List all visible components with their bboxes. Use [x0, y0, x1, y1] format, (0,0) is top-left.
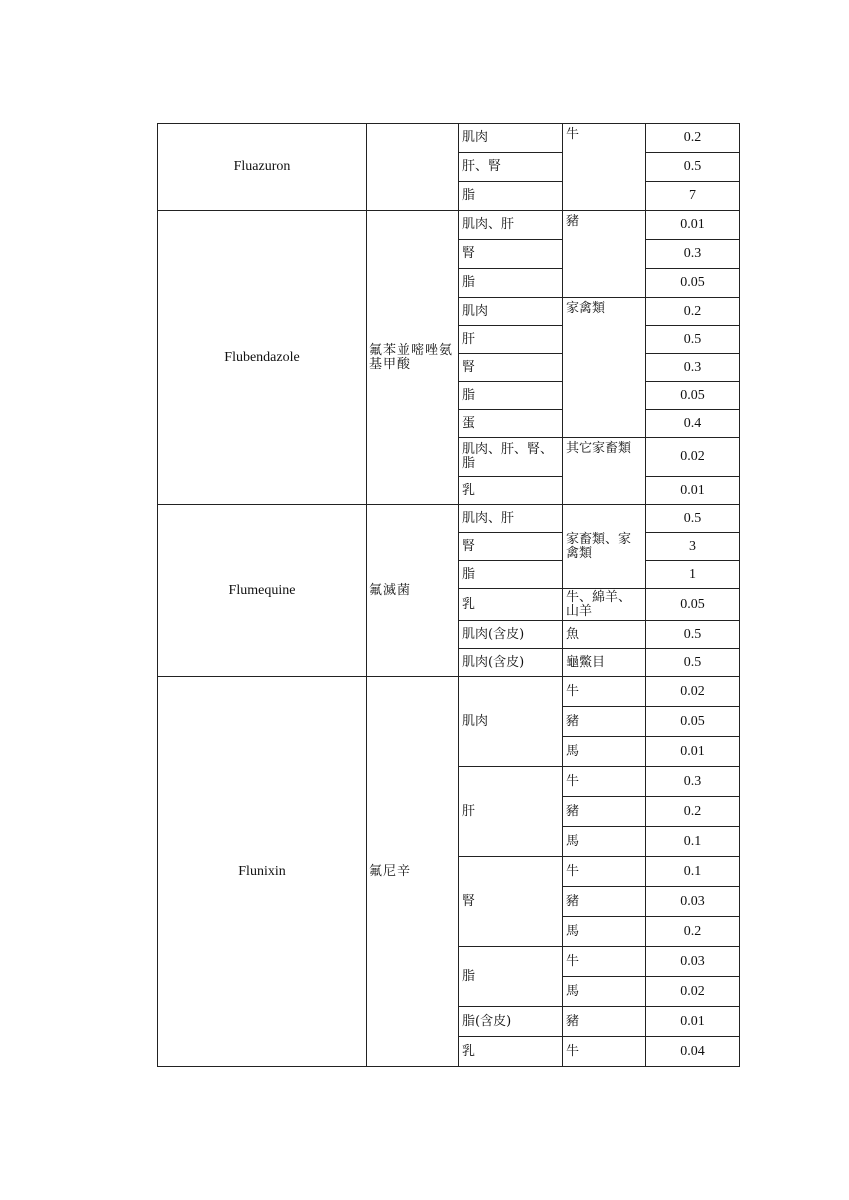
tissue-cell: 蛋 [459, 410, 563, 438]
species-cell: 其它家畜類 [563, 438, 646, 505]
limit-value-cell: 0.3 [646, 240, 740, 269]
species-cell: 魚 [563, 621, 646, 649]
limit-value-cell: 0.2 [646, 797, 740, 827]
limit-value-cell: 0.01 [646, 477, 740, 505]
limit-value-cell: 0.05 [646, 269, 740, 298]
species-cell: 豬 [563, 211, 646, 298]
limit-value-cell: 0.05 [646, 707, 740, 737]
tissue-cell: 肌肉 [459, 298, 563, 326]
tissue-cell: 肌肉、肝 [459, 211, 563, 240]
drug-name-cell: Flunixin [158, 677, 367, 1067]
tissue-cell: 腎 [459, 533, 563, 561]
tissue-cell: 腎 [459, 857, 563, 947]
limit-value-cell: 0.01 [646, 1007, 740, 1037]
species-cell: 牛 [563, 857, 646, 887]
limit-value-cell: 0.2 [646, 298, 740, 326]
tissue-cell: 腎 [459, 354, 563, 382]
tissue-cell: 脂 [459, 182, 563, 211]
chinese-name-cell: 氟滅菌 [367, 505, 459, 677]
limit-value-cell: 0.04 [646, 1037, 740, 1067]
species-cell: 家禽類 [563, 298, 646, 438]
drug-name-cell: Flubendazole [158, 211, 367, 505]
tissue-cell: 肌肉、肝 [459, 505, 563, 533]
limit-value-cell: 0.2 [646, 917, 740, 947]
tissue-cell: 腎 [459, 240, 563, 269]
limit-value-cell: 0.2 [646, 124, 740, 153]
tissue-cell: 乳 [459, 1037, 563, 1067]
limit-value-cell: 0.01 [646, 211, 740, 240]
limit-value-cell: 0.05 [646, 382, 740, 410]
species-cell: 豬 [563, 707, 646, 737]
species-cell: 豬 [563, 887, 646, 917]
limit-value-cell: 0.3 [646, 767, 740, 797]
species-cell: 牛、綿羊、山羊 [563, 589, 646, 621]
tissue-cell: 肌肉(含皮) [459, 621, 563, 649]
species-cell: 牛 [563, 767, 646, 797]
tissue-cell: 肝 [459, 326, 563, 354]
tissue-cell: 乳 [459, 589, 563, 621]
tissue-cell: 脂 [459, 561, 563, 589]
limit-value-cell: 3 [646, 533, 740, 561]
residue-limits-table [157, 123, 740, 1067]
tissue-cell: 肝 [459, 767, 563, 857]
species-cell: 家畜類、家禽類 [563, 505, 646, 589]
tissue-cell: 肌肉 [459, 124, 563, 153]
limit-value-cell: 0.5 [646, 621, 740, 649]
table-body [158, 124, 740, 1067]
limit-value-cell: 0.1 [646, 857, 740, 887]
limit-value-cell: 0.5 [646, 649, 740, 677]
species-cell: 馬 [563, 737, 646, 767]
limit-value-cell: 0.03 [646, 947, 740, 977]
tissue-cell: 脂(含皮) [459, 1007, 563, 1037]
table-row [158, 124, 740, 153]
limit-value-cell: 7 [646, 182, 740, 211]
tissue-cell: 肝、腎 [459, 153, 563, 182]
limit-value-cell: 0.05 [646, 589, 740, 621]
drug-name-cell: Flumequine [158, 505, 367, 677]
species-cell: 牛 [563, 677, 646, 707]
limit-value-cell: 0.4 [646, 410, 740, 438]
limit-value-cell: 0.02 [646, 677, 740, 707]
table-row [158, 211, 740, 240]
species-cell: 馬 [563, 917, 646, 947]
limit-value-cell: 0.5 [646, 153, 740, 182]
limit-value-cell: 0.5 [646, 505, 740, 533]
chinese-name-cell [367, 124, 459, 211]
chinese-name-cell: 氟苯並嘧唑氨基甲酸 [367, 211, 459, 505]
limit-value-cell: 0.03 [646, 887, 740, 917]
species-cell: 馬 [563, 827, 646, 857]
limit-value-cell: 1 [646, 561, 740, 589]
limit-value-cell: 0.01 [646, 737, 740, 767]
tissue-cell: 脂 [459, 947, 563, 1007]
table-row [158, 677, 740, 707]
chinese-name-cell: 氟尼辛 [367, 677, 459, 1067]
species-cell: 豬 [563, 1007, 646, 1037]
drug-name-cell: Fluazuron [158, 124, 367, 211]
tissue-cell: 肌肉(含皮) [459, 649, 563, 677]
limit-value-cell: 0.5 [646, 326, 740, 354]
limit-value-cell: 0.3 [646, 354, 740, 382]
species-cell: 豬 [563, 797, 646, 827]
species-cell: 牛 [563, 1037, 646, 1067]
species-cell: 牛 [563, 124, 646, 211]
tissue-cell: 肌肉 [459, 677, 563, 767]
limit-value-cell: 0.02 [646, 977, 740, 1007]
table-row [158, 505, 740, 533]
limit-value-cell: 0.02 [646, 438, 740, 477]
tissue-cell: 乳 [459, 477, 563, 505]
limit-value-cell: 0.1 [646, 827, 740, 857]
species-cell: 馬 [563, 977, 646, 1007]
tissue-cell: 肌肉、肝、腎、脂 [459, 438, 563, 477]
species-cell: 龜鱉目 [563, 649, 646, 677]
tissue-cell: 脂 [459, 382, 563, 410]
tissue-cell: 脂 [459, 269, 563, 298]
species-cell: 牛 [563, 947, 646, 977]
